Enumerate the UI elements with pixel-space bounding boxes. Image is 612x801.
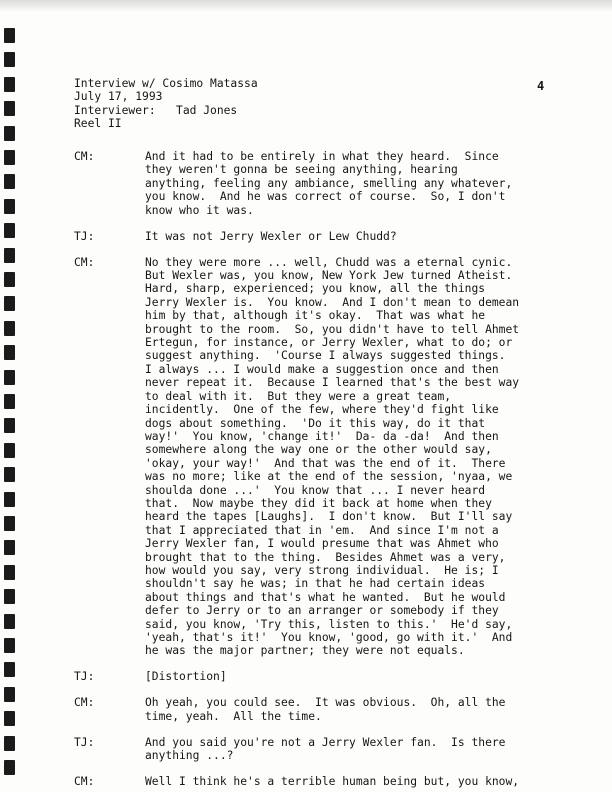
binder-hole [4,467,15,482]
transcript-entry [74,736,574,763]
speech-line: It was not Jerry Wexler or Lew Chudd? [145,229,397,243]
speech-text [145,230,565,243]
speech-line: shoulda done ...' You know that ... I never heard [145,483,486,497]
speech-text [145,775,565,788]
binder-hole [4,736,15,751]
binder-hole [4,760,15,775]
speech-line: time, yeah. All the time. [145,709,322,723]
transcript-entry [74,670,574,683]
speaker-label: CM: [74,775,95,789]
transcript-entry [74,696,574,723]
speech-line: they weren't gonna be seeing anything, hearing [145,163,458,177]
binder-hole [4,77,15,92]
binder-hole [4,394,15,409]
speech-line: anything, feeling any ambiance, smelling any whatever, [145,176,513,190]
speech-line: that I appreciated that in 'em. And since I'm not a [145,523,499,537]
speech-text [145,736,565,763]
speech-line: to deal with it. But they were a great team, [145,389,452,403]
speech-text [145,696,565,723]
speech-line: [Distortion] [145,670,227,684]
scan-top-edge [0,0,612,12]
binder-hole [4,711,15,726]
binder-hole [4,662,15,677]
speaker-label: TJ: [74,229,95,243]
binder-hole [4,296,15,311]
document-header [74,77,554,131]
speech-line: anything ...? [145,749,234,763]
speech-line: said, you know, 'Try this, listen to this.' He'd say, [145,617,513,631]
page-number: 4 [537,79,545,93]
header-title: Interview w/ Cosimo Matassa [74,77,258,90]
speech-line: brought to the room. So, you didn't have to tell Ahmet [145,322,520,336]
speech-line: No they were more ... well, Chudd was a eternal cynic. [145,255,513,269]
binder-hole [4,687,15,702]
binder-hole [4,150,15,165]
speech-text [145,256,565,658]
binder-hole [4,540,15,555]
speaker-label: CM: [74,255,95,269]
header-date: July 17, 1993 [74,90,163,104]
binder-hole [4,443,15,458]
speech-line: was no more; like at the end of the session, 'nyaa, we [145,470,513,484]
header-reel: Reel II [74,117,122,131]
speech-line: somewhere along the way one or the other would say, [145,443,492,457]
speech-line: how would you say, very strong individual. He is; I [145,563,499,577]
transcript-entry [74,150,574,217]
binder-hole [4,589,15,604]
speaker-label: TJ: [74,670,95,684]
binder-hole [4,321,15,336]
speech-line: incidently. One of the few, where they'd fight like [145,403,499,417]
speech-line: And it had to be entirely in what they heard. Since [145,150,499,163]
speech-text [145,670,565,683]
speech-line: that. Now maybe they did it back at home when they [145,496,492,510]
speaker-label: CM: [74,696,95,710]
speech-line: dogs about something. 'Do it this way, do it that [145,416,486,430]
speech-line: Hard, sharp, experienced; you know, all the things [145,282,486,296]
speech-line: Jerry Wexler is. You know. And I don't mean to demean [145,295,520,309]
speech-line: defer to Jerry or to an arranger or somebody if they [145,604,499,618]
speech-line: I always ... I would make a suggestion once and then [145,362,499,376]
binder-hole [4,345,15,360]
speech-line: 'okay, your way!' And that was the end of it. There [145,456,506,470]
binder-hole [4,52,15,67]
speech-line: Ertegun, for instance, or Jerry Wexler, what to do; or [145,336,513,350]
binder-hole [4,28,15,43]
binder-hole [4,126,15,141]
speech-line: suggest anything. 'Course I always suggested things. [145,349,506,363]
speech-line: Jerry Wexler fan, I would presume that was Ahmet who [145,537,499,551]
speech-line: 'yeah, that's it!' You know, 'good, go with it.' And [145,631,513,644]
transcript-entry [74,775,574,788]
binder-hole [4,492,15,507]
speech-line: know who it was. [145,203,254,217]
binder-hole [4,223,15,238]
transcript-entry [74,230,574,243]
speech-line: Well I think he's a terrible human being but, you know, [145,775,520,789]
speech-line: But Wexler was, you know, New York Jew turned Atheist. [145,269,513,283]
header-interviewer: Interviewer: Tad Jones [74,103,238,117]
binder-hole [4,614,15,629]
speech-line: Oh yeah, you could see. It was obvious. Oh, all the [145,696,506,710]
transcript-body [74,150,574,801]
binder-hole [4,370,15,385]
binder-hole [4,199,15,214]
speaker-label: TJ: [74,735,95,749]
binder-hole [4,516,15,531]
speech-line: And you said you're not a Jerry Wexler fan. Is there [145,735,506,749]
speech-text [145,150,565,217]
speech-line: shouldn't say he was; in that he had certain ideas [145,577,486,591]
speech-line: about things and that's what he wanted. But he would [145,590,506,604]
transcript-entry [74,256,574,658]
speech-line: way!' You know, 'change it!' Da- da -da! And then [145,429,499,443]
binder-hole [4,101,15,116]
binder-hole [4,248,15,263]
binder-hole [4,565,15,580]
speaker-label: CM: [74,150,95,163]
speech-line: you know. And he was correct of course. So, I don't [145,190,506,204]
speech-line: never repeat it. Because I learned that's the best way [145,376,520,390]
binder-hole [4,174,15,189]
binder-hole [4,272,15,287]
binder-hole-strip [0,0,20,792]
speech-line: he was the major partner; they were not equals. [145,644,465,658]
speech-line: heard the tapes [Laughs]. I don't know. But I'll say [145,510,513,524]
speech-line: him by that, although it's okay. That was what he [145,309,486,323]
speech-line: brought that to the thing. Besides Ahmet was a very, [145,550,506,564]
binder-hole [4,418,15,433]
binder-hole [4,638,15,653]
